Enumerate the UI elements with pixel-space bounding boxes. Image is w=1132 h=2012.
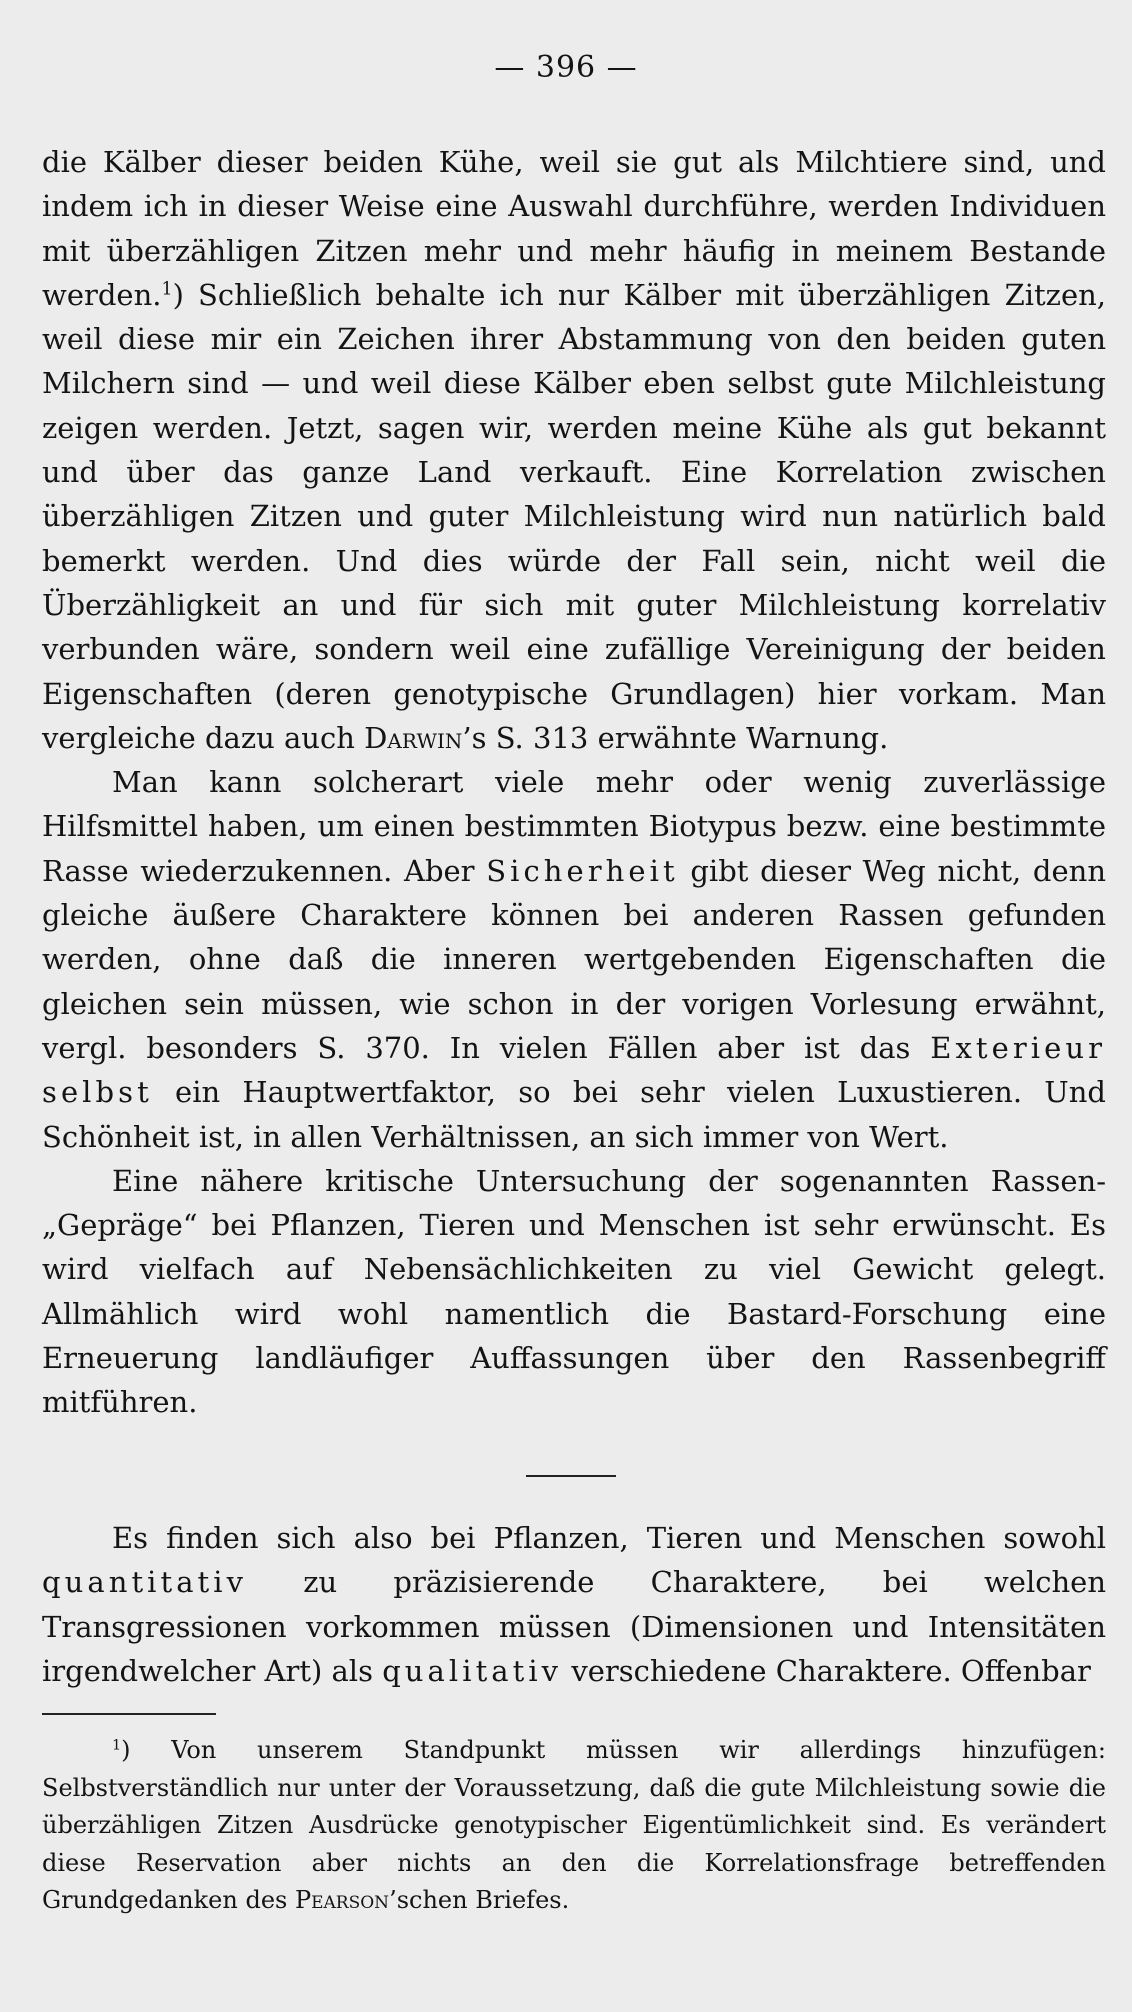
author-name-darwin: Darwin [364, 720, 463, 755]
author-name-pearson: Pearson [294, 1886, 390, 1914]
emphasis-exterieur: Exterieur selbst [42, 1030, 1106, 1110]
paragraph-1-text-b: ) Schließlich behalte ich nur Kälber mit überzähligen Zitzen, weil diese mir ein Zeichen ihrer Abstammung von den beiden guten Milchern sind — und weil diese Kälber eben selbst gute Milchleistung zeigen werden. Jetzt, sagen wir, werden meine Kühe als gut bekannt und über das ganze Land verkauft. Eine Korrelation zwischen überzähligen Zitzen und guter Milchleistung wird nun natürlich bald bemerkt werden. Und dies würde der Fall sein, nicht weil die Überzähligkeit an und für sich mit guter Milchleistung korrelativ verbunden wäre, sondern weil eine zufällige Vereinigung der beiden Eigenschaften (deren genotypische Grundlagen) hier vorkam. Man vergleiche dazu auch [42, 277, 1106, 755]
paragraph-4-text-c: verschiedene Charaktere. Offenbar [562, 1653, 1091, 1688]
section-divider [526, 1475, 616, 1477]
paragraph-2-text-c: ein Hauptwertfaktor, so bei sehr vielen Luxustieren. Und Schönheit ist, in allen Verhältnissen, an sich immer von Wert. [42, 1075, 1106, 1154]
footnote-divider [42, 1713, 216, 1715]
emphasis-qualitativ: qualitativ [382, 1653, 563, 1688]
footnote-text-b: ’schen Briefes. [389, 1886, 570, 1914]
footnote-text-a: ) Von unserem Standpunkt müssen wir allerdings hinzufügen: Selbstverständlich nur unter der Voraussetzung, daß die gute Milchleistung sowie die überzähligen Zitzen Ausdrücke genotypischer Eigentümlichkeit sind. Es verändert diese Reservation aber nichts an den die Korrelationsfrage betreffenden Grundgedanken des [42, 1736, 1106, 1914]
paragraph-4-text-b: zu präzisierende Charaktere, bei welchen Transgressionen vorkommen müssen (Dimensionen und Intensitäten irgendwelcher Art) als [42, 1565, 1106, 1688]
footnote-text [42, 1732, 1106, 1920]
paragraph-4 [42, 1516, 1106, 1693]
footnote-reference: 1 [161, 279, 173, 300]
paragraph-1 [42, 140, 1106, 760]
page-number: — 396 — [494, 50, 638, 85]
footnote [42, 1732, 1106, 1920]
footnote-marker: 1 [112, 1737, 122, 1754]
paragraph-2 [42, 760, 1106, 1159]
paragraph-4-text-a: Es finden sich also bei Pflanzen, Tieren und Menschen sowohl [112, 1521, 1106, 1555]
paragraph-2-text-b: gibt dieser Weg nicht, denn gleiche äußere Charaktere können bei anderen Rassen gefunden werden, ohne daß die inneren wertgebenden Eigenschaften die gleichen sein müssen, wie schon in der vorigen Vorlesung erwähnt, vergl. besonders S. 370. In vielen Fällen aber ist das [42, 853, 1106, 1065]
main-text-block [42, 140, 1106, 1425]
emphasis-quantitativ: quantitativ [42, 1565, 248, 1600]
paragraph-2-text-a: Man kann solcherart viele mehr oder wenig zuverlässige Hilfsmittel haben, um einen bestimmten Biotypus bezw. eine bestimmte Rasse wiederzukennen. Aber [42, 765, 1106, 888]
paragraph-1-text-a: die Kälber dieser beiden Kühe, weil sie gut als Milchtiere sind, und indem ich in dieser Weise eine Auswahl durchführe, werden Individuen mit überzähligen Zitzen mehr und mehr häufig in meinem Bestande werden. [42, 145, 1106, 312]
paragraph-1-text-c: ’s S. 313 erwähnte Warnung. [462, 720, 889, 755]
paragraph-3: Eine nähere kritische Untersuchung der sogenannten Rassen-„Gepräge“ bei Pflanzen, Tieren und Menschen ist sehr erwünscht. Es wird vielfach auf Nebensächlichkeiten zu viel Gewicht gelegt. Allmählich wird wohl namentlich die Bastard-Forschung eine Erneuerung landläufiger Auffassungen über den Rassenbegriff mitführen. [42, 1163, 1106, 1420]
emphasis-sicherheit: Sicherheit [486, 853, 679, 888]
closing-text-block [42, 1516, 1106, 1693]
